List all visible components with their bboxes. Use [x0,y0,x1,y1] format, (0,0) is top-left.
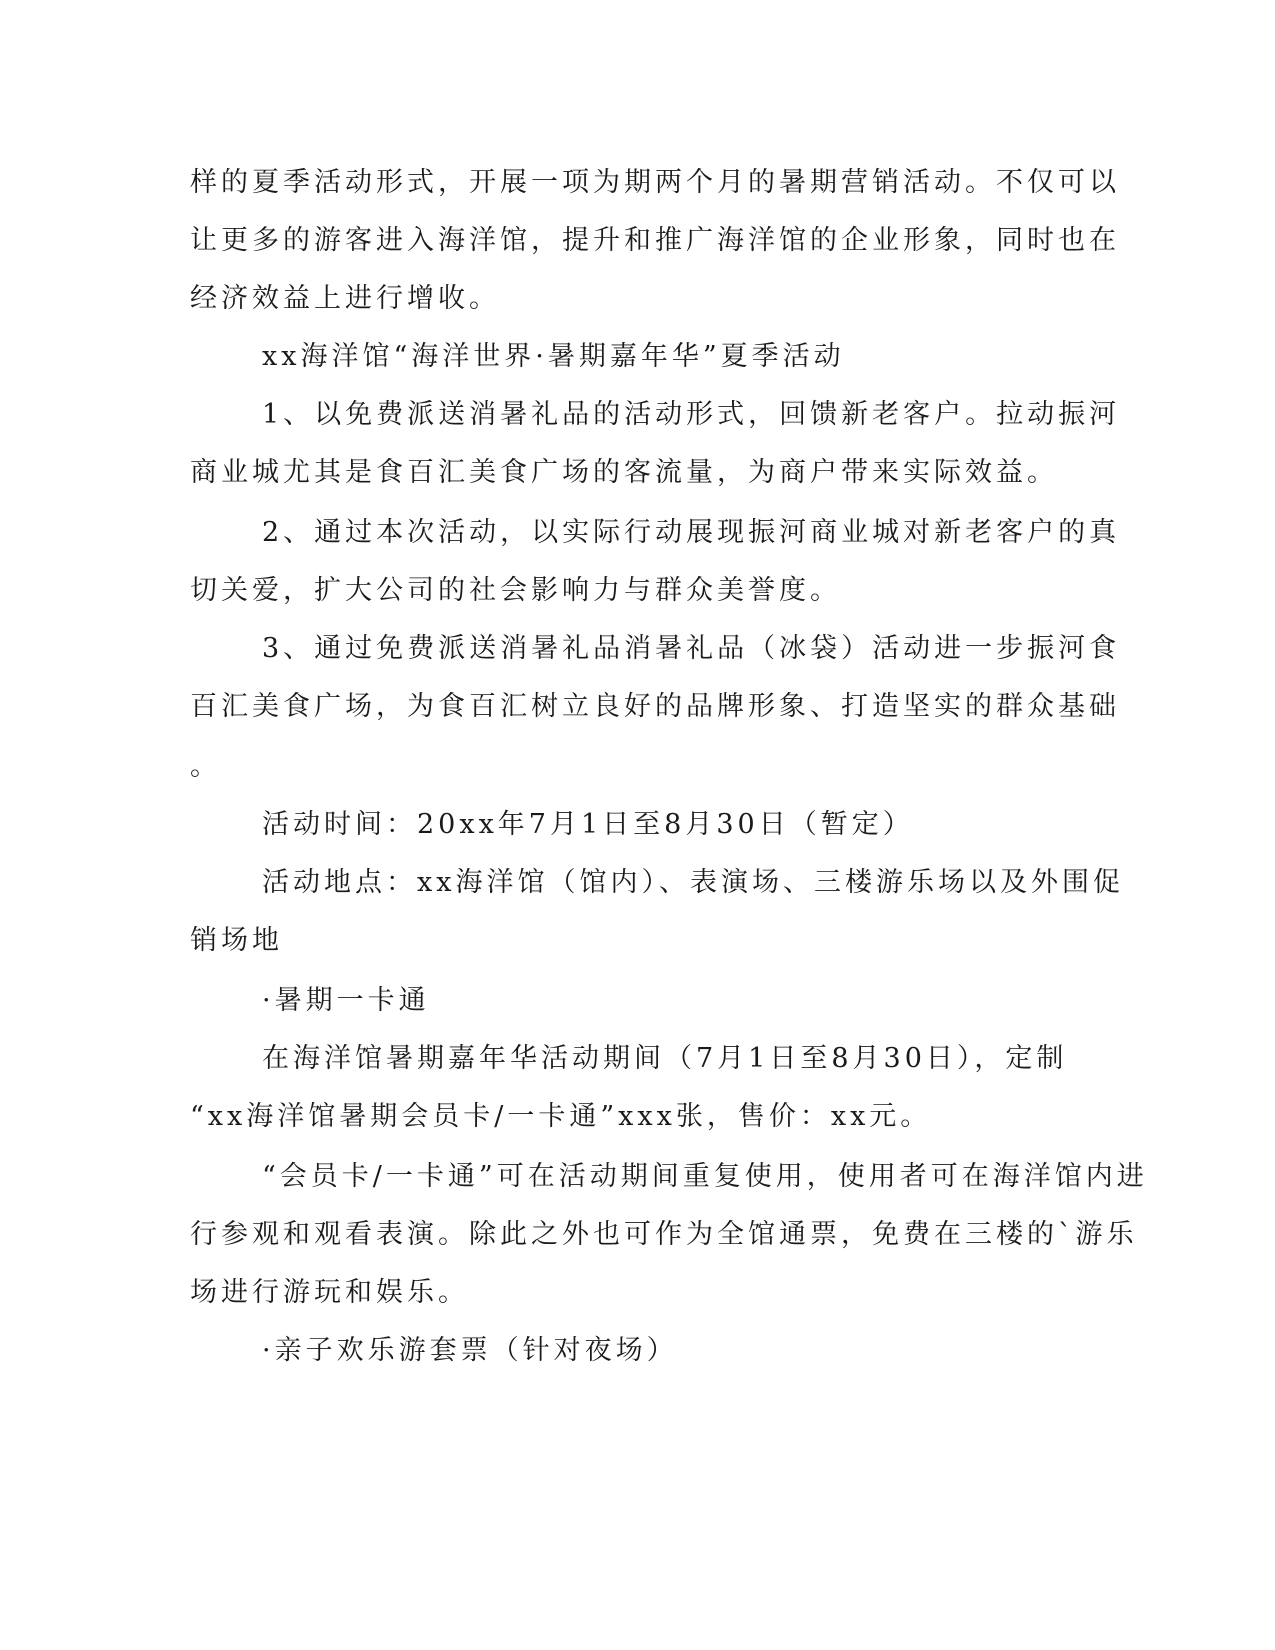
activity-location: 活动地点：xx海洋馆（馆内）、表演场、三楼游乐场以及外围促 [262,867,1124,898]
text-line: 让更多的游客进入海洋馆，提升和推广海洋馆的企业形象，同时也在 [190,225,1120,256]
text-line: 经济效益上进行增收。 [190,283,500,314]
text-line: 1、以免费派送消暑礼品的活动形式，回馈新老客户。拉动振河 [262,399,1121,430]
text-line: 。 [190,751,221,782]
text-line: 切关爱，扩大公司的社会影响力与群众美誉度。 [190,575,841,606]
section-heading: xx海洋馆“海洋世界·暑期嘉年华”夏季活动 [262,341,845,372]
activity-time: 活动时间：20xx年7月1日至8月30日（暂定） [262,809,914,840]
text-line: 样的夏季活动形式，开展一项为期两个月的暑期营销活动。不仅可以 [190,167,1120,198]
text-line: 行参观和观看表演。除此之外也可作为全馆通票，免费在三楼的`游乐 [190,1219,1138,1250]
text-line: 商业城尤其是食百汇美食广场的客流量，为商户带来实际效益。 [190,457,1058,488]
bullet-heading: ·暑期一卡通 [262,985,430,1016]
text-line: “会员卡/一卡通”可在活动期间重复使用，使用者可在海洋馆内进 [262,1161,1148,1192]
text-line: 销场地 [190,925,283,956]
text-line: “xx海洋馆暑期会员卡/一卡通”xxx张，售价：xx元。 [190,1101,932,1132]
bullet-heading: ·亲子欢乐游套票（针对夜场） [262,1335,678,1366]
text-line: 百汇美食广场，为食百汇树立良好的品牌形象、打造坚实的群众基础 [190,691,1120,722]
text-line: 3、通过免费派送消暑礼品消暑礼品（冰袋）活动进一步振河食 [262,633,1121,664]
text-line: 场进行游玩和娱乐。 [190,1277,469,1308]
text-line: 2、通过本次活动，以实际行动展现振河商业城对新老客户的真 [262,517,1121,548]
text-line: 在海洋馆暑期嘉年华活动期间（7月1日至8月30日），定制 [262,1043,1068,1074]
